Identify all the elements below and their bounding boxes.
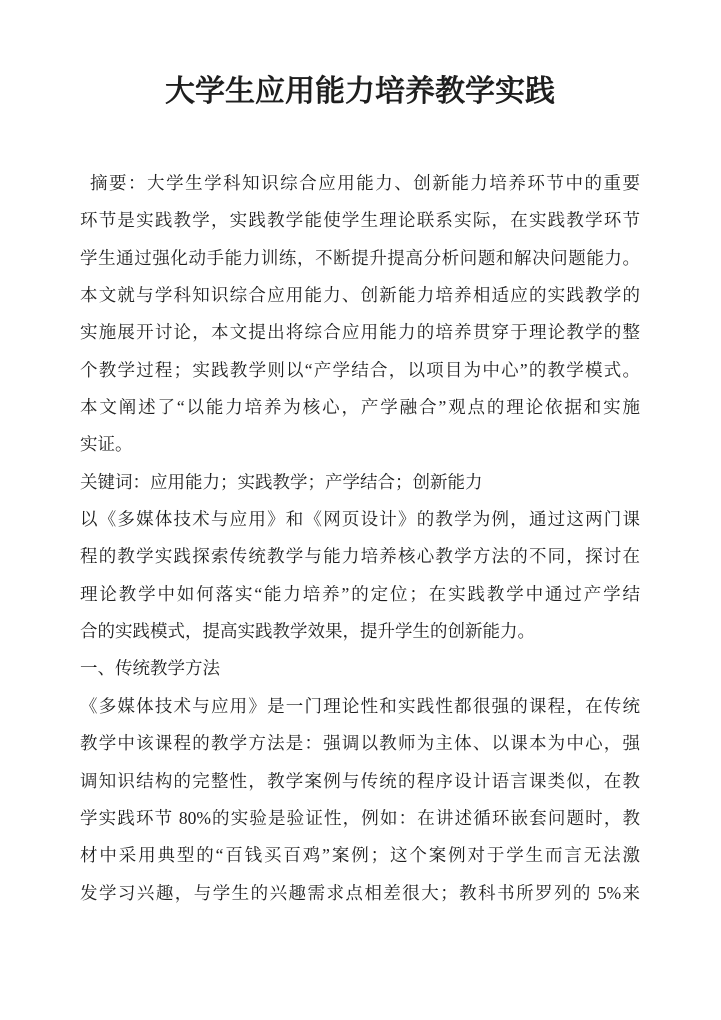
text-line: 以《多媒体技术与应用》和《网页设计》的教学为例，通过这两门课	[80, 509, 640, 530]
text-line: 学实践环节 80%的实验是验证性，例如：在讲述循环嵌套问题时，教	[80, 807, 640, 828]
text-line: 程的教学实践探索传统教学与能力培养核心教学方法的不同，探讨在	[80, 546, 640, 567]
text-line: 环节是实践教学，实践教学能使学生理论联系实际，在实践教学环节	[80, 210, 640, 231]
document-body	[80, 165, 640, 912]
text-line: 本文就与学科知识综合应用能力、创新能力培养相适应的实践教学的	[80, 285, 640, 306]
text-line: 《多媒体技术与应用》是一门理论性和实践性都很强的课程，在传统	[80, 695, 640, 716]
text-line: 个教学过程；实践教学则以“产学结合，以项目为中心”的教学模式。	[80, 359, 640, 380]
text-line: 实施展开讨论，本文提出将综合应用能力的培养贯穿于理论教学的整	[80, 322, 640, 343]
text-line: 实证。	[80, 434, 133, 455]
text-line: 学生通过强化动手能力训练，不断提升提高分析问题和解决问题能力。	[80, 247, 640, 268]
text-line: 发学习兴趣，与学生的兴趣需求点相差很大；教科书所罗列的 5%来	[80, 882, 640, 903]
text-line: 调知识结构的完整性，教学案例与传统的程序设计语言课类似，在教	[80, 770, 640, 791]
text-line: 教学中该课程的教学方法是：强调以教师为主体、以课本为中心，强	[80, 733, 640, 754]
section-heading-line: 一、传统教学方法	[80, 658, 220, 679]
keywords-line: 关键词：应用能力；实践教学；产学结合；创新能力	[80, 471, 483, 492]
document-title: 大学生应用能力培养教学实践	[165, 75, 555, 108]
abstract-first-line: 摘要：大学生学科知识综合应用能力、创新能力培养环节中的重要	[90, 173, 640, 193]
text-line: 理论教学中如何落实“能力培养”的定位；在实践教学中通过产学结	[80, 583, 640, 604]
text-line: 合的实践模式，提高实践教学效果，提升学生的创新能力。	[80, 621, 535, 642]
text-line: 本文阐述了“以能力培养为核心，产学融合”观点的理论依据和实施	[80, 397, 640, 418]
text-line: 材中采用典型的“百钱买百鸡”案例；这个案例对于学生而言无法激	[80, 845, 640, 866]
